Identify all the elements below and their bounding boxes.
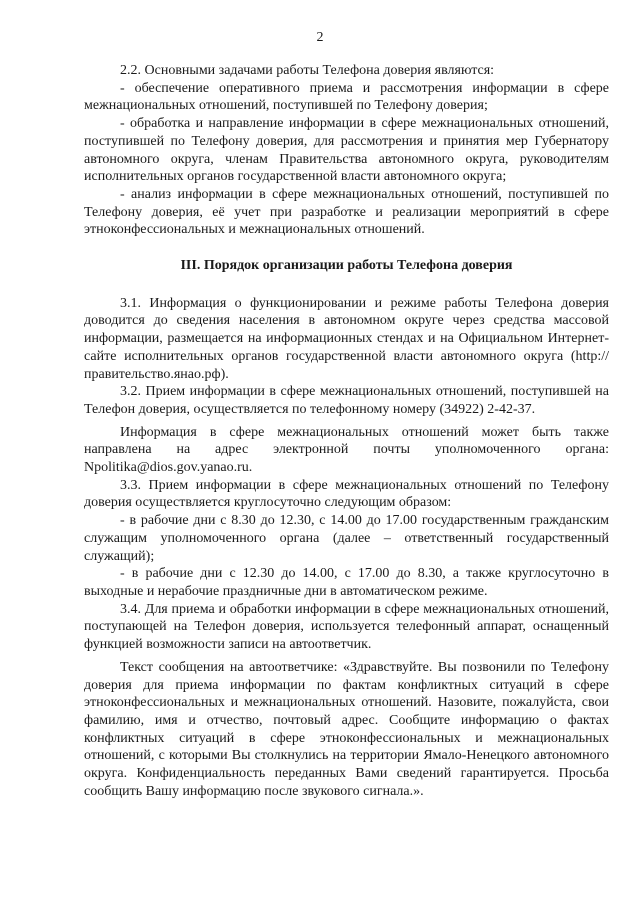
paragraph-2-2: 2.2. Основными задачами работы Телефона доверия являются: — [120, 63, 495, 78]
section-3-heading: III. Порядок организации работы Телефона доверия — [180, 258, 513, 274]
schedule-item-1: - в рабочие дни с 8.30 до 12.30, с 14.00 до 17.00 государственным гражданским служащим уполномоченного органа (далее – ответственный государственный служащий); — [84, 513, 609, 564]
paragraph-3-3: 3.3. Прием информации в сфере межнациональных отношений по Телефону доверия осуществляется круглосуточно следующим образом: — [84, 477, 609, 511]
paragraph-answering-machine-text: Текст сообщения на автоответчике: «Здравствуйте. Вы позвонили по Телефону доверия для приема информации по фактам конфликтных ситуаций в сфере этноконфессиональных и межнациональных отношений. Назовите, пожалуйста, свои фамилию, имя и отчество, почтовый адрес. Сообщите информацию о фактах конфликтных ситуаций в сфере этноконфессиональных и межнациональных отношений, с которыми Вы столкнулись на территории Ямало-Ненецкого автономного округа. Конфиденциальность переданных Вами сведений гарантируется. Просьба сообщить Вашу информацию после звукового сигнала.». — [84, 659, 609, 799]
schedule-item-2: - в рабочие дни с 12.30 до 14.00, с 17.00 до 8.30, а также круглосуточно в выходные и нерабочие праздничные дни в автоматическом режиме. — [84, 566, 609, 599]
document-body — [84, 62, 609, 800]
task-item-2: - обработка и направление информации в сфере межнациональных отношений, поступившей по Телефону доверия, для рассмотрения и принятия мер Губернатору автономного округа, членам Правительства автономного округа, руководителям исполнительных органов государственной власти автономного округа; — [84, 116, 609, 185]
task-item-1: - обеспечение оперативного приема и рассмотрения информации в сфере межнациональных отношений, поступившей по Телефону доверия; — [84, 80, 609, 114]
paragraph-3-4: 3.4. Для приема и обработки информации в сфере межнациональных отношений, поступающей на Телефон доверия, используется телефонный аппарат, оснащенный функцией возможности записи на автоответчик. — [84, 601, 609, 653]
paragraph-email-info: Информация в сфере межнациональных отношений может быть также направлена на адрес электронной почты уполномоченного органа: Npolitika@dios.gov.yanao.ru. — [84, 424, 609, 476]
task-item-3: - анализ информации в сфере межнациональных отношений, поступившей по Телефону доверия, её учет при разработке и реализации мероприятий в сфере этноконфессиональных и межнациональных отношений. — [84, 186, 609, 238]
paragraph-3-2: 3.2. Прием информации в сфере межнациональных отношений, поступившей на Телефон доверия, осуществляется по телефонному номеру (34922) 2-42-37. — [84, 384, 609, 417]
paragraph-3-1: 3.1. Информация о функционировании и режиме работы Телефона доверия доводится до сведения населения в автономном округе через средства массовой информации, размещается на информационных стендах и на Официальном Интернет-сайте исполнительных органов государственной власти автономного округа (http://правительство.янао.рф). — [84, 295, 609, 382]
page-number: 2 — [316, 30, 324, 45]
